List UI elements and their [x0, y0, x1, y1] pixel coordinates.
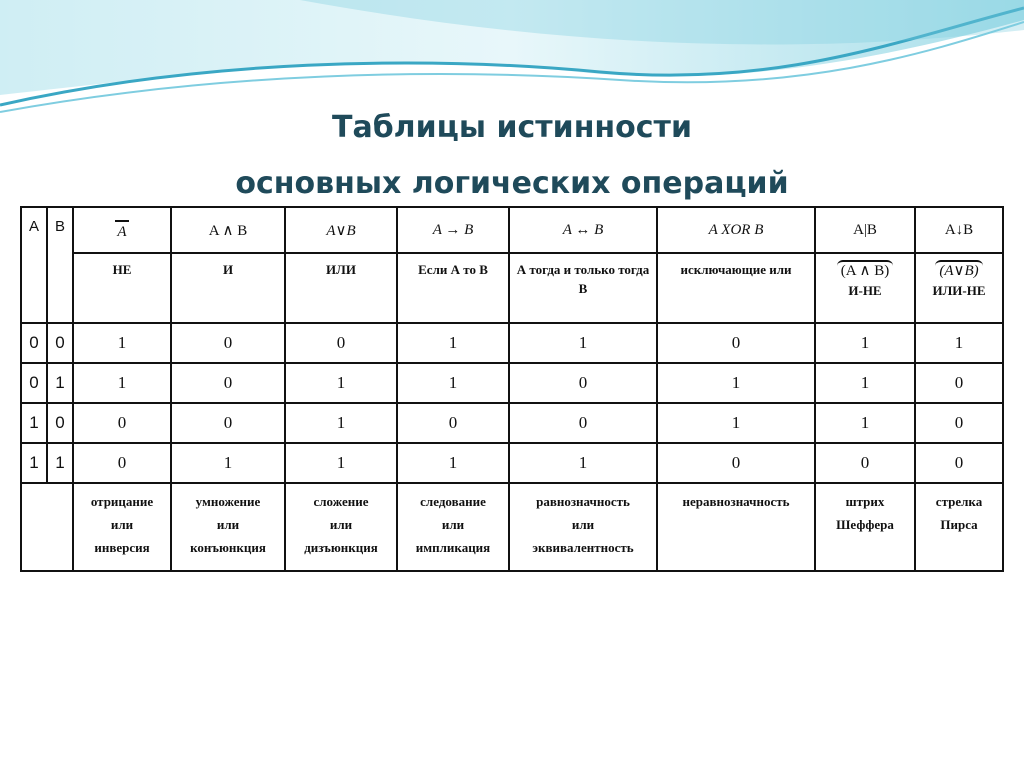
- op-symbol-equivalence: A ↔ B: [509, 207, 657, 253]
- table-cell: 1: [397, 323, 509, 363]
- op-name-and: И: [171, 253, 285, 323]
- op-symbol-and: A ∧ B: [171, 207, 285, 253]
- table-cell: 1: [73, 363, 171, 403]
- truth-table: [20, 206, 1004, 572]
- table-cell: 0: [73, 443, 171, 483]
- table-row: [21, 363, 1003, 403]
- op-symbol-implication: A → B: [397, 207, 509, 253]
- table-cell: 0: [815, 443, 915, 483]
- nand-name-symbol: (A ∧ B): [837, 260, 893, 281]
- table-cell: 0: [171, 403, 285, 443]
- op-name-equivalence: А тогда и только тогда В: [509, 253, 657, 323]
- op-name-xor: исключающие или: [657, 253, 815, 323]
- desc-or: сложение или дизъюнкция: [285, 483, 397, 571]
- table-cell: 0: [657, 443, 815, 483]
- desc-not: отрицание или инверсия: [73, 483, 171, 571]
- desc-nand: штрих Шеффера: [815, 483, 915, 571]
- table-cell: 0: [171, 323, 285, 363]
- op-name-nand: [815, 253, 915, 323]
- desc-implication: следование или импликация: [397, 483, 509, 571]
- op-name-nor: [915, 253, 1003, 323]
- truth-table-container: [20, 206, 1002, 558]
- table-cell: 0: [915, 403, 1003, 443]
- op-symbol-not: A: [73, 207, 171, 253]
- op-symbol-or: A∨B: [285, 207, 397, 253]
- desc-and: умножение или конъюнкция: [171, 483, 285, 571]
- row-2-b: 1: [47, 363, 73, 403]
- table-cell: 1: [915, 323, 1003, 363]
- desc-equivalence: равнозначность или эквивалентность: [509, 483, 657, 571]
- table-cell: 1: [657, 363, 815, 403]
- table-cell: 0: [657, 323, 815, 363]
- table-cell: 0: [397, 403, 509, 443]
- title-line-1: Таблицы истинности: [332, 110, 692, 145]
- op-symbol-nor: A↓B: [915, 207, 1003, 253]
- table-row: [21, 403, 1003, 443]
- table-cell: 0: [509, 363, 657, 403]
- description-blank-cell: [21, 483, 73, 571]
- table-cell: 1: [285, 403, 397, 443]
- desc-xor: неравнозначность: [657, 483, 815, 571]
- row-1-b: 0: [47, 323, 73, 363]
- title-line-2: основных логических операций: [235, 166, 789, 201]
- table-cell: 1: [397, 363, 509, 403]
- table-row: [21, 323, 1003, 363]
- table-cell: 1: [73, 323, 171, 363]
- table-cell: 1: [657, 403, 815, 443]
- row-1-a: 0: [21, 323, 47, 363]
- header-symbol-row: [21, 207, 1003, 253]
- header-name-row: [21, 253, 1003, 323]
- table-cell: 0: [915, 443, 1003, 483]
- table-cell: 0: [73, 403, 171, 443]
- table-cell: 1: [815, 363, 915, 403]
- nand-name-label: И-НЕ: [848, 283, 882, 298]
- table-cell: 1: [397, 443, 509, 483]
- table-row: [21, 443, 1003, 483]
- table-cell: 1: [285, 443, 397, 483]
- table-cell: 0: [915, 363, 1003, 403]
- desc-nor: стрелка Пирса: [915, 483, 1003, 571]
- row-3-a: 1: [21, 403, 47, 443]
- table-cell: 1: [509, 323, 657, 363]
- nor-name-symbol: (A∨B): [935, 260, 982, 281]
- col-header-b: B: [47, 207, 73, 323]
- slide-title: [0, 100, 1024, 212]
- table-cell: 1: [171, 443, 285, 483]
- row-4-a: 1: [21, 443, 47, 483]
- table-cell: 1: [509, 443, 657, 483]
- table-cell: 0: [509, 403, 657, 443]
- op-symbol-xor: A XOR B: [657, 207, 815, 253]
- row-3-b: 0: [47, 403, 73, 443]
- description-row: [21, 483, 1003, 571]
- table-cell: 1: [285, 363, 397, 403]
- op-name-not: НЕ: [73, 253, 171, 323]
- row-2-a: 0: [21, 363, 47, 403]
- table-cell: 1: [815, 323, 915, 363]
- row-4-b: 1: [47, 443, 73, 483]
- op-name-or: ИЛИ: [285, 253, 397, 323]
- col-header-a: A: [21, 207, 47, 323]
- table-cell: 1: [815, 403, 915, 443]
- op-symbol-nand: A|B: [815, 207, 915, 253]
- table-cell: 0: [285, 323, 397, 363]
- op-name-implication: Если А то В: [397, 253, 509, 323]
- table-cell: 0: [171, 363, 285, 403]
- nor-name-label: ИЛИ-НЕ: [932, 283, 986, 298]
